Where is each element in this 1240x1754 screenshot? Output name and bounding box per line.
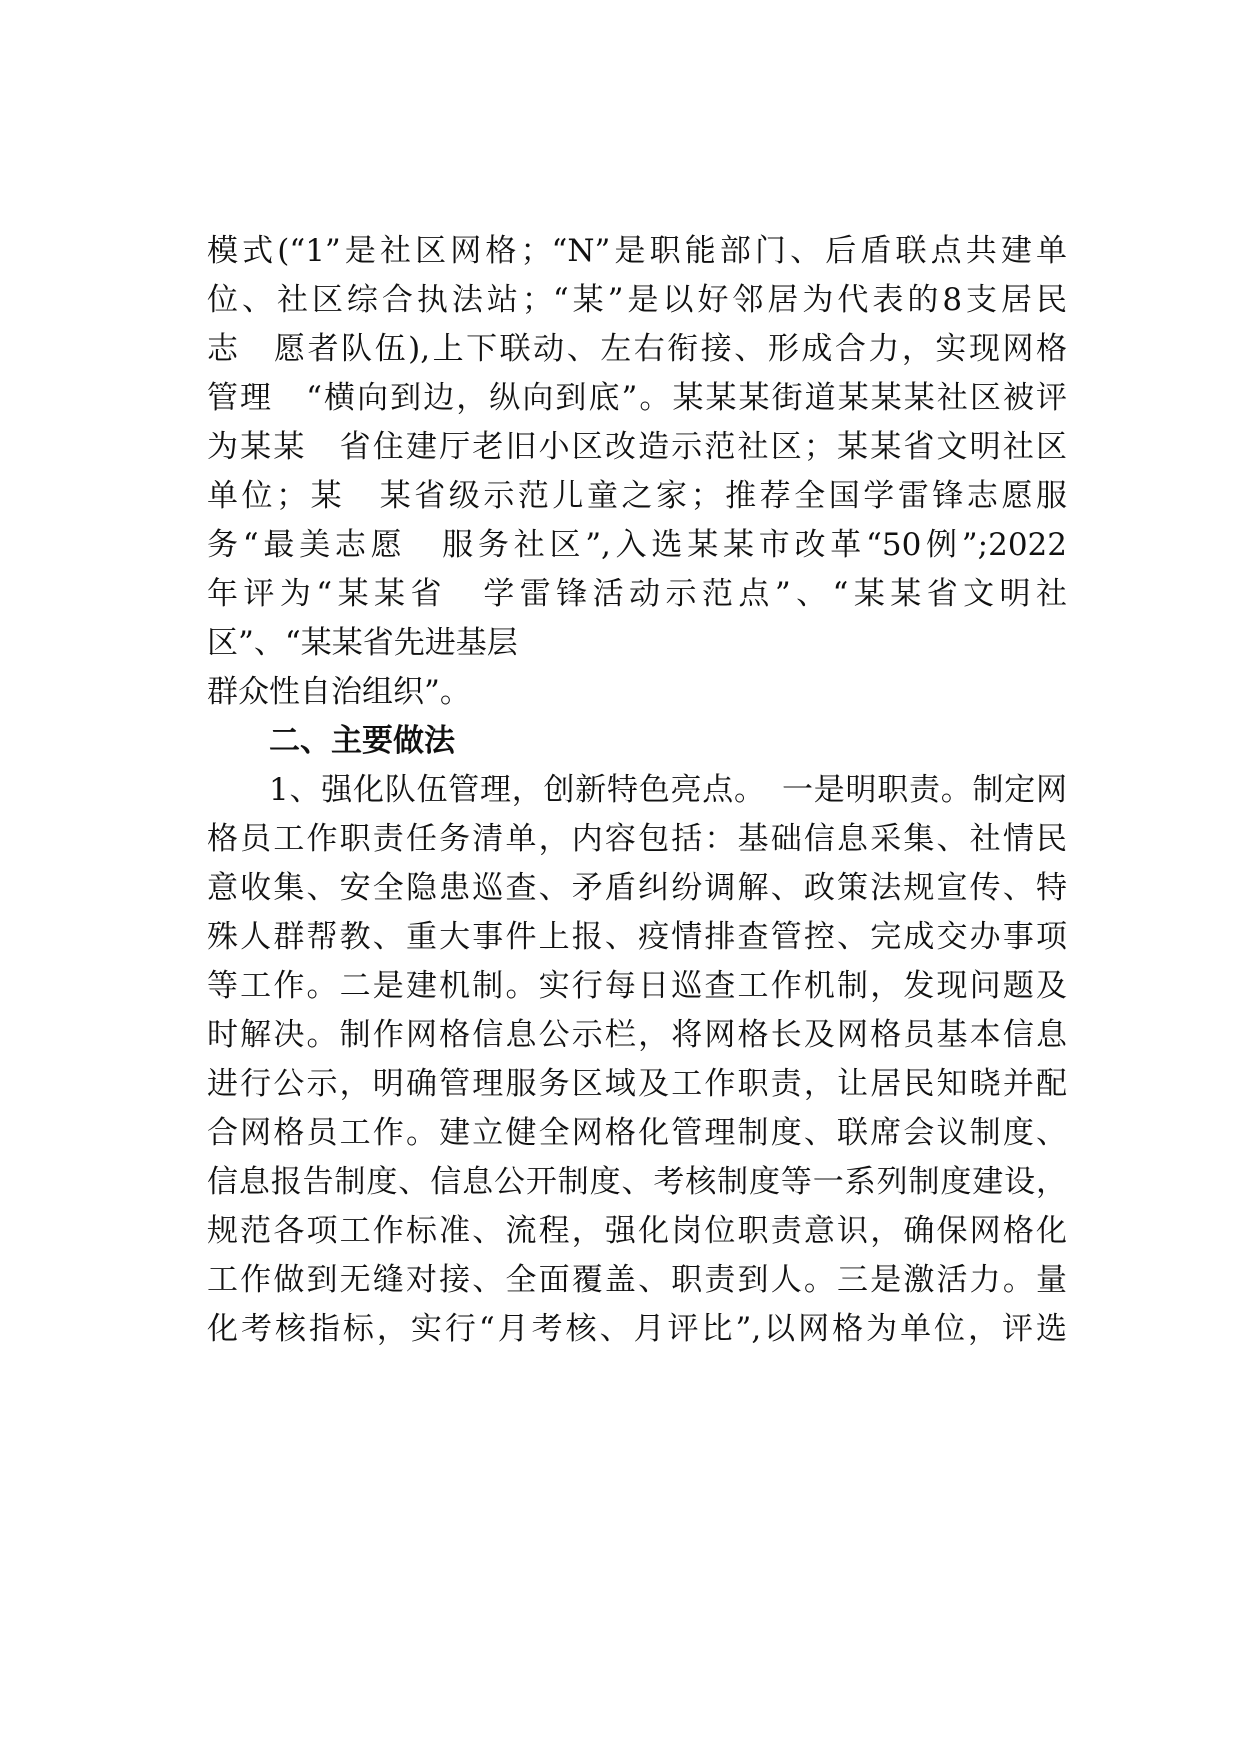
section-heading: 二、主要做法 <box>269 723 455 759</box>
document-body <box>207 227 1067 1354</box>
paragraph-line: 模式(“1”是社区网格；“N”是职能部门、后盾联点共建单 <box>207 233 1067 269</box>
paragraph-line: 意收集、安全隐患巡查、矛盾纠纷调解、政策法规宣传、特 <box>207 870 1067 906</box>
paragraph-line: 管理 “横向到边，纵向到底”。某某某街道某某某社区被评 <box>207 380 1067 416</box>
paragraph-line: 合网格员工作。建立健全网格化管理制度、联席会议制度、 <box>207 1115 1067 1151</box>
paragraph-line: 进行公示，明确管理服务区域及工作职责，让居民知晓并配 <box>207 1066 1067 1102</box>
paragraph-line: 1、强化队伍管理，创新特色亮点。 一是明职责。制定网 <box>269 772 1067 808</box>
paragraph-2 <box>207 766 1067 1354</box>
paragraph-line: 格员工作职责任务清单，内容包括：基础信息采集、社情民 <box>207 821 1067 857</box>
paragraph-line: 殊人群帮教、重大事件上报、疫情排查管控、完成交办事项 <box>207 919 1067 955</box>
paragraph-line: 年评为“某某省 学雷锋活动示范点”、“某某省文明社 <box>207 576 1067 612</box>
paragraph-line: 时解决。制作网格信息公示栏，将网格长及网格员基本信息 <box>207 1017 1067 1053</box>
paragraph-line: 位、社区综合执法站；“某”是以好邻居为代表的8支居民 <box>207 282 1067 318</box>
paragraph-line: 志 愿者队伍),上下联动、左右衔接、形成合力，实现网格 <box>207 331 1067 367</box>
paragraph-line: 工作做到无缝对接、全面覆盖、职责到人。三是激活力。量 <box>207 1262 1067 1298</box>
paragraph-line: 务“最美志愿 服务社区”,入选某某市改革“50例”;2022 <box>207 527 1067 563</box>
paragraph-line: 区”、“某某省先进基层 <box>207 625 518 661</box>
paragraph-line: 等工作。二是建机制。实行每日巡查工作机制，发现问题及 <box>207 968 1067 1004</box>
paragraph-line: 规范各项工作标准、流程，强化岗位职责意识，确保网格化 <box>207 1213 1067 1249</box>
paragraph-line: 群众性自治组织”。 <box>207 674 471 710</box>
paragraph-line: 单位；某 某省级示范儿童之家；推荐全国学雷锋志愿服 <box>207 478 1067 514</box>
paragraph-line: 信息报告制度、信息公开制度、考核制度等一系列制度建设， <box>207 1164 1067 1200</box>
paragraph-1 <box>207 227 1067 717</box>
paragraph-line: 为某某 省住建厅老旧小区改造示范社区；某某省文明社区 <box>207 429 1067 465</box>
paragraph-line: 化考核指标，实行“月考核、月评比”,以网格为单位，评选 <box>207 1311 1067 1347</box>
